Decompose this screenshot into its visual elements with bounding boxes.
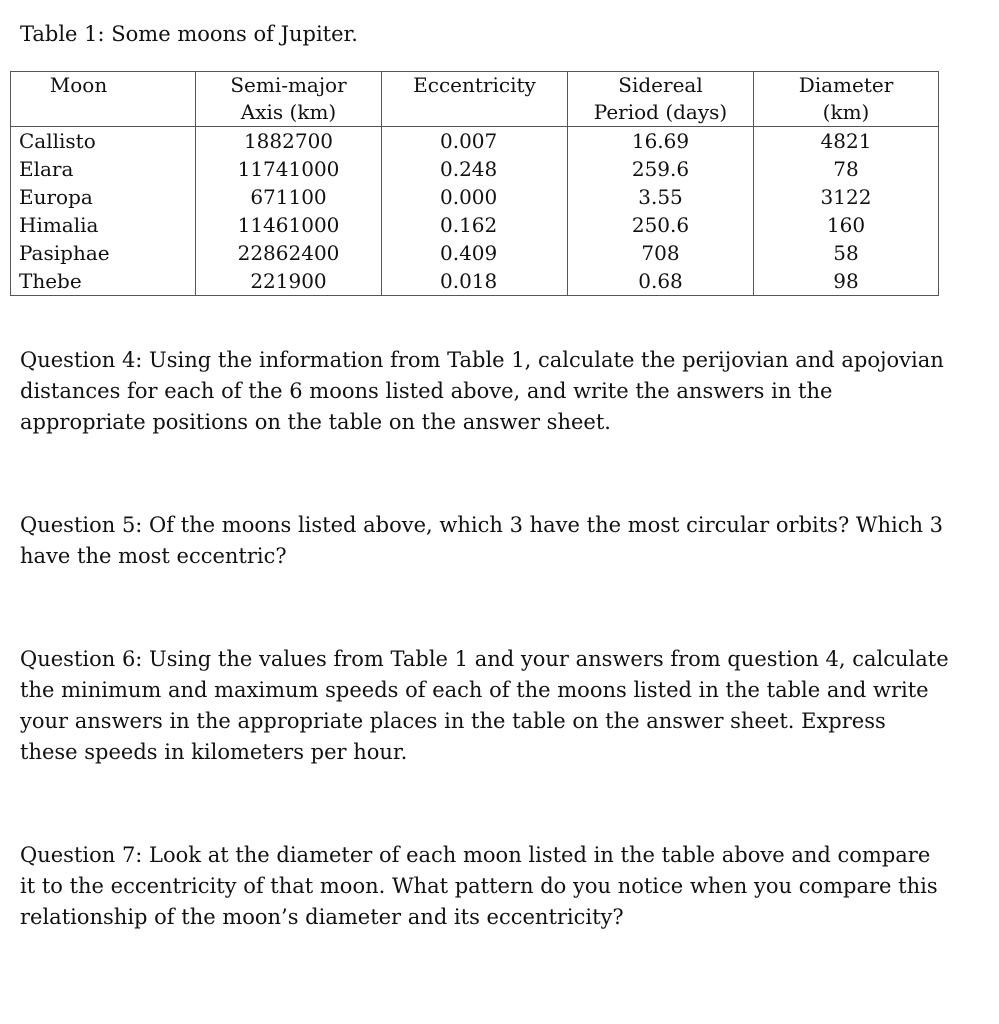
cell-eccentricity: 0.007 xyxy=(382,127,568,156)
cell-eccentricity: 0.000 xyxy=(382,183,568,211)
cell-diameter: 78 xyxy=(754,155,939,183)
cell-diameter: 4821 xyxy=(754,127,939,156)
cell-axis: 11461000 xyxy=(196,211,382,239)
table-caption: Table 1: Some moons of Jupiter. xyxy=(20,22,358,46)
table-row xyxy=(11,211,939,239)
cell-diameter: 98 xyxy=(754,267,939,296)
cell-diameter: 58 xyxy=(754,239,939,267)
cell-moon: Thebe xyxy=(11,267,196,296)
header-period-line1: Sidereal xyxy=(618,73,703,97)
cell-eccentricity: 0.248 xyxy=(382,155,568,183)
cell-moon: Callisto xyxy=(11,127,196,156)
cell-eccentricity: 0.018 xyxy=(382,267,568,296)
cell-axis: 22862400 xyxy=(196,239,382,267)
question-7: Question 7: Look at the diameter of each moon listed in the table above and compare it to the eccentricity of that moon. What pattern do you notice when you compare this relationship of the moon’s diameter and its eccentricity? xyxy=(20,843,938,929)
cell-period: 708 xyxy=(568,239,754,267)
cell-moon: Himalia xyxy=(11,211,196,239)
cell-period: 259.6 xyxy=(568,155,754,183)
table-row xyxy=(11,267,939,296)
cell-axis: 221900 xyxy=(196,267,382,296)
cell-period: 3.55 xyxy=(568,183,754,211)
table-row xyxy=(11,127,939,156)
header-axis-line2: Axis (km) xyxy=(240,100,337,124)
cell-period: 16.69 xyxy=(568,127,754,156)
header-diameter-line2: (km) xyxy=(822,100,870,124)
cell-eccentricity: 0.409 xyxy=(382,239,568,267)
cell-eccentricity: 0.162 xyxy=(382,211,568,239)
cell-moon: Elara xyxy=(11,155,196,183)
table-header-row xyxy=(11,72,939,127)
header-moon-label: Moon xyxy=(49,73,108,97)
header-eccentricity xyxy=(382,72,568,127)
question-6: Question 6: Using the values from Table 1 and your answers from question 4, calculate the minimum and maximum speeds of each of the moons listed in the table and write your answers in the appropriate places in the table on the answer sheet. Express these speeds in kilometers per hour. xyxy=(20,647,949,764)
header-moon xyxy=(11,72,196,127)
table-row xyxy=(11,155,939,183)
cell-moon: Pasiphae xyxy=(11,239,196,267)
header-axis-line1: Semi-major xyxy=(230,73,347,97)
header-period-line2: Period (days) xyxy=(593,100,728,124)
cell-axis: 1882700 xyxy=(196,127,382,156)
header-eccentricity-label: Eccentricity xyxy=(413,73,536,97)
cell-axis: 671100 xyxy=(196,183,382,211)
table-row xyxy=(11,239,939,267)
moons-table xyxy=(10,71,939,296)
cell-diameter: 160 xyxy=(754,211,939,239)
cell-diameter: 3122 xyxy=(754,183,939,211)
cell-axis: 11741000 xyxy=(196,155,382,183)
cell-period: 0.68 xyxy=(568,267,754,296)
header-diameter-line1: Diameter xyxy=(798,73,894,97)
cell-moon: Europa xyxy=(11,183,196,211)
header-semi-major-axis xyxy=(196,72,382,127)
question-5: Question 5: Of the moons listed above, which 3 have the most circular orbits? Which 3 have the most eccentric? xyxy=(20,513,944,568)
header-sidereal-period xyxy=(568,72,754,127)
cell-period: 250.6 xyxy=(568,211,754,239)
question-4: Question 4: Using the information from Table 1, calculate the perijovian and apojovian distances for each of the 6 moons listed above, and write the answers in the appropriate positions on the table on the answer sheet. xyxy=(20,348,944,434)
header-diameter xyxy=(754,72,939,127)
table-row xyxy=(11,183,939,211)
